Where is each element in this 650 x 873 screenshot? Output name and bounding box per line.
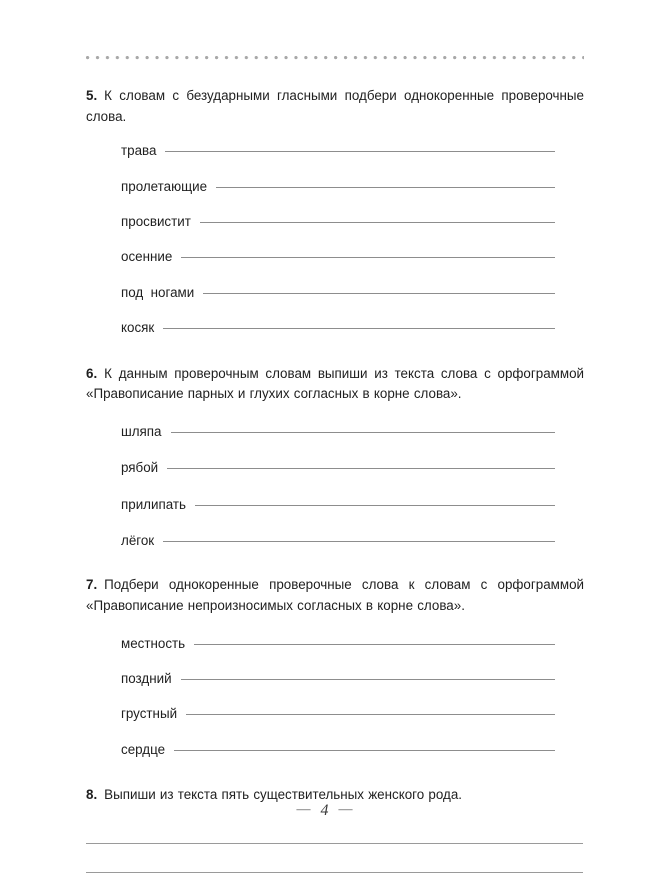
answer-blank-line[interactable] <box>165 151 555 152</box>
exercise-7-word-list <box>86 637 584 757</box>
page-number: 4 <box>320 802 330 819</box>
word-label: местность <box>121 635 186 651</box>
word-row <box>86 425 584 438</box>
exercise-5-prompt <box>86 86 584 127</box>
answer-blank-line[interactable] <box>203 293 555 294</box>
exercise-7-number: 7. <box>86 577 98 593</box>
word-label: трава <box>121 143 157 159</box>
word-label: осенние <box>121 249 173 265</box>
exercise-5-prompt-text: К словам с безударными гласными подбери однокоренные проверочные слова. <box>86 88 584 124</box>
answer-blank-line[interactable] <box>186 714 555 715</box>
decorative-dotted-divider <box>86 50 584 64</box>
answer-blank-line[interactable] <box>163 541 555 542</box>
word-label: шляпа <box>121 423 162 439</box>
word-row <box>86 286 584 299</box>
exercise-6-prompt <box>86 364 584 405</box>
exercise-6-prompt-text: К данным проверочным словам выпиши из текста слова с орфограммой «Правописание парных и глухих согласных в корне слова». <box>86 365 584 402</box>
word-label: лёгок <box>121 533 155 549</box>
exercise-5-number: 5. <box>86 88 98 103</box>
answer-blank-line[interactable] <box>171 432 555 433</box>
answer-blank-line[interactable] <box>174 750 555 751</box>
answer-blank-line[interactable] <box>167 468 555 469</box>
word-row <box>86 250 584 263</box>
word-row <box>86 180 584 193</box>
word-row <box>86 461 584 474</box>
exercise-7-prompt <box>86 575 584 616</box>
exercise-7-prompt-text: Подбери однокоренные проверочные слова к словам с орфограммой «Правописание непроизносимых согласных в корне слова». <box>86 577 584 614</box>
answer-blank-line[interactable] <box>163 328 555 329</box>
word-label: прилипать <box>121 496 186 512</box>
exercise-6-word-list <box>86 425 584 548</box>
answer-blank-line[interactable] <box>216 187 555 188</box>
exercise-5-word-list <box>86 144 584 334</box>
answer-blank-line[interactable] <box>181 679 555 680</box>
word-label: просвистит <box>121 214 191 229</box>
word-row <box>86 743 584 756</box>
word-row <box>86 498 584 511</box>
exercise-6-number: 6. <box>86 365 98 381</box>
exercise-5 <box>86 86 584 335</box>
exercise-7 <box>86 575 584 756</box>
exercise-8-number: 8. <box>86 787 98 803</box>
footer-dash-right: — <box>338 802 354 817</box>
answer-blank-line[interactable] <box>194 644 555 645</box>
word-row <box>86 672 584 685</box>
page-footer <box>0 802 650 820</box>
answer-blank-line[interactable] <box>195 505 555 506</box>
exercise-8-prompt-text: Выпиши из текста пять существительных женского рода. <box>104 787 462 803</box>
word-row <box>86 637 584 650</box>
word-label: рябой <box>121 460 159 476</box>
exercise-8 <box>86 785 584 873</box>
word-label: под ногами <box>121 284 195 300</box>
page-content <box>86 50 584 873</box>
exercise-8-answer-lines <box>86 843 584 873</box>
footer-dash-left: — <box>296 802 312 817</box>
word-row <box>86 534 584 547</box>
word-row <box>86 707 584 720</box>
word-label: пролетающие <box>121 178 208 194</box>
word-label: косяк <box>121 320 155 336</box>
word-label: сердце <box>121 741 166 757</box>
word-row <box>86 321 584 334</box>
answer-blank-line[interactable] <box>181 257 555 258</box>
exercise-6 <box>86 364 584 548</box>
answer-blank-line[interactable] <box>86 843 583 844</box>
word-row <box>86 144 584 157</box>
word-label: поздний <box>121 671 172 687</box>
answer-blank-line[interactable] <box>200 222 555 223</box>
word-row <box>86 215 584 228</box>
word-label: грустный <box>121 706 178 722</box>
